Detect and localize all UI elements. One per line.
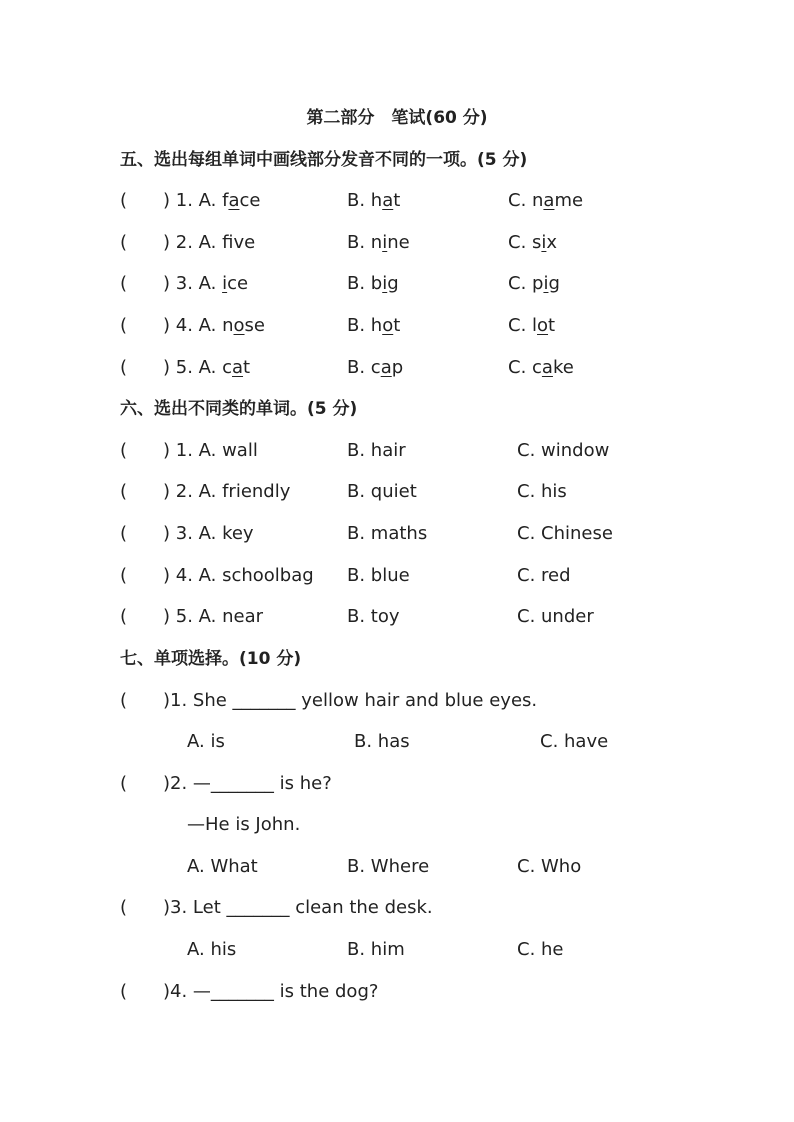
question-stem: )2. —_______ is he? [163,773,332,794]
question-stem: )1. She _______ yellow hair and blue eyes. [163,690,538,711]
option-b: B. toy [347,606,400,627]
answer-paren: ( [120,606,128,627]
option-c: C. Who [517,856,582,877]
answer-paren: ( [120,481,128,502]
option-a: ) 2. A. fve [163,232,256,253]
option-c: C. window [517,440,610,461]
page-title: 第二部分 笔试(60 分) [306,108,488,128]
option-b: B. has [354,731,410,752]
answer-paren: ( [120,273,128,294]
option-b: B. him [347,939,405,960]
option-b: B. hair [347,440,406,461]
answer-paren: ( [120,357,128,378]
option-c: C. cake [508,357,574,378]
answer-paren: ( [120,981,128,1002]
option-c: C. have [540,731,609,752]
option-b: B. hot [347,315,401,336]
answer-paren: ( [120,232,128,253]
answer-paren: ( [120,440,128,461]
option-c: C. six [508,232,558,253]
option-c: C. name [508,190,584,211]
option-c: C. red [517,565,571,586]
answer-paren: ( [120,190,128,211]
option-a: A. What [187,856,258,877]
option-a: ) 4. A. nose [163,315,265,336]
option-a: A. is [187,731,225,752]
option-b: B. nine [347,232,410,253]
option-a: ) 1. A. wall [163,440,258,461]
question-stem: )4. —_______ is the dog? [163,981,379,1002]
question-reply: —He is John. [187,814,301,835]
answer-paren: ( [120,773,128,794]
answer-paren: ( [120,565,128,586]
answer-paren: ( [120,897,128,918]
option-a: ) 3. A. ice [163,273,249,294]
option-b: B. Where [347,856,430,877]
section-6-heading: 六、选出不同类的单词。(5 分) [120,399,358,419]
option-b: B. maths [347,523,428,544]
option-c: C. Chinese [517,523,613,544]
option-a: A. his [187,939,237,960]
answer-paren: ( [120,690,128,711]
option-c: C. lot [508,315,556,336]
option-c: C. he [517,939,564,960]
option-b: B. blue [347,565,410,586]
answer-paren: ( [120,315,128,336]
option-a: ) 4. A. schoolbag [163,565,314,586]
section-7-heading: 七、单项选择。(10 分) [120,649,302,669]
section-5-heading: 五、选出每组单词中画线部分发音不同的一项。(5 分) [120,150,528,170]
option-b: B. hat [347,190,401,211]
option-c: C. his [517,481,567,502]
answer-paren: ( [120,523,128,544]
option-a: ) 2. A. friendly [163,481,291,502]
option-b: B. big [347,273,399,294]
option-c: C. under [517,606,594,627]
option-a: ) 3. A. key [163,523,254,544]
option-b: B. cap [347,357,404,378]
option-a: ) 1. A. face [163,190,261,211]
option-b: B. quiet [347,481,417,502]
question-stem: )3. Let _______ clean the desk. [163,897,433,918]
option-a: ) 5. A. cat [163,357,251,378]
option-a: ) 5. A. near [163,606,263,627]
option-c: C. pig [508,273,560,294]
